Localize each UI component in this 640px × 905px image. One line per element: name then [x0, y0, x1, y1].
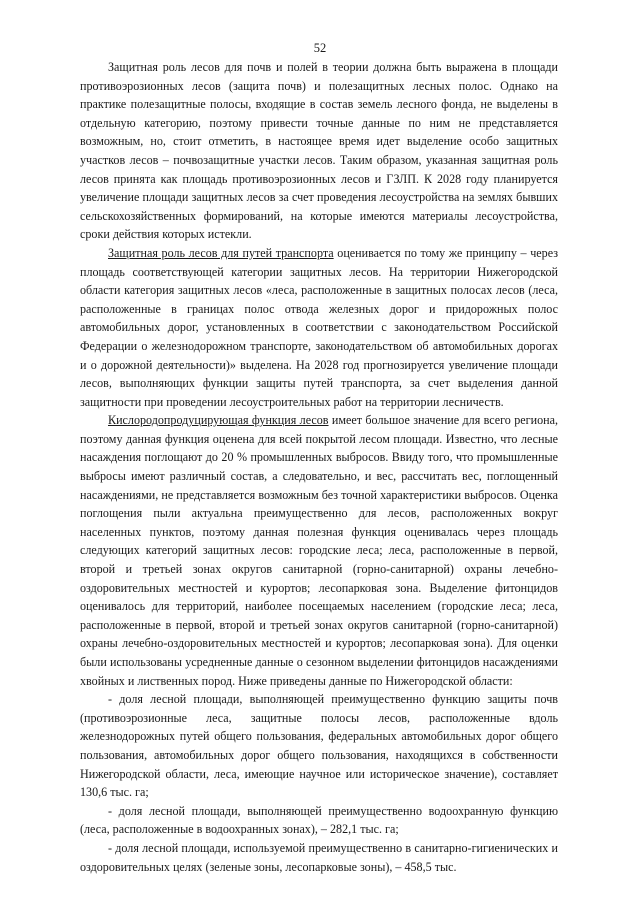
- paragraph-oxygen-function: [80, 411, 558, 690]
- list-item-text: - доля лесной площади, используемой преимущественно в санитарно-гигиенических и оздоровительных целях (зеленые зоны, лесопарковые зоны), – 458,5 тыс.: [80, 840, 558, 874]
- list-item-soil-share: [80, 690, 558, 802]
- list-item-sanitary-share: [80, 839, 558, 876]
- list-item-text: - доля лесной площади, выполняющей преимущественно функцию защиты почв (противоэрозионные леса, защитные полосы лесов, расположенные вдоль железнодорожных путей общего пользования, федеральных автомобильных дорог общего пользования, автомобильных дорог общего пользования, находящихся в собственности Нижегородской области, леса, имеющие научное или историческое значение), составляет 130,6 тыс. га;: [80, 692, 558, 800]
- list-item-text: - доля лесной площади, выполняющей преимущественно водоохранную функцию (леса, расположенные в водоохранных зонах), – 282,1 тыс. га;: [80, 803, 558, 837]
- paragraph-lead-underlined: Защитная роль лесов для путей транспорта: [108, 245, 334, 260]
- paragraph-text: имеет большое значение для всего региона, поэтому данная функция оценена для всей покрытой лесом площади. Известно, что лесные насаждения поглощают до 20 % промышленных выбросов. Ввиду того, что промышленные выбросы имеют различный состав, а следовательно, и вес, рассчитать вес, поглощенный насаждениями, не представляется возможным без точной характеристики выбросов. Оценка поглощения пыли актуальна преимущественно для лесов, расположенных вокруг населенных пунктов, поэтому данная полезная функция оценивалась через площадь следующих категорий защитных лесов: городские леса; леса, расположенные в первой, второй и третьей зонах округов санитарной (горно-санитарной) охраны лечебно-оздоровительных местностей и курортов; лесопарковая зона. Выделение фитонцидов оценивалось для территорий, наиболее посещаемых населением (городские леса; леса, расположенные в первой, второй и третьей зонах округов санитарной (горно-санитарной) охраны лечебно-оздоровительных местностей и курортов; лесопарковая зона). Для оценки были использованы усредненные данные о сезонном выделении фитонцидов насаждениями хвойных и лиственных пород. Ниже приведены данные по Нижегородской области:: [80, 413, 558, 688]
- page-number: 52: [313, 41, 327, 55]
- list-item-water-share: [80, 802, 558, 839]
- paragraph-transport-protection: [80, 244, 558, 411]
- paragraph-lead-underlined: Кислородопродуцирующая функция лесов: [108, 413, 329, 428]
- paragraph-text: оценивается по тому же принципу – через площадь соответствующей категории защитных лесов. На территории Нижегородской области категория защитных лесов «леса, расположенные в защитных полосах лесов (леса, расположенные в границах полос отвода железных дорог и придорожных полос автомобильных дорог, установленных в соответствии с законодательством Российской Федерации о железнодорожном транспорте, законодательством об автомобильных дорогах и о дорожной деятельности)» выделена. На 2028 год прогнозируется увеличение площади лесов, выполняющих функции защиты путей транспорта, за счет выделения данной защитности при проведении лесоустроительных работ на территории лесничеств.: [80, 245, 558, 409]
- paragraph-text: Защитная роль лесов для почв и полей в теории должна быть выражена в площади противоэрозионных лесов (защита почв) и полезащитных лесных полос. Однако на практике полезащитные полосы, входящие в состав земель лесного фонда, не выделены в отдельную категорию, поэтому привести точные данные по ним не представляется возможным, но, стоит отметить, в настоящее время идет выделение особо защитных участков лесов – почвозащитные участки лесов. Таким образом, указанная защитная роль лесов принята как площадь противоэрозионных лесов и ГЗЛП. К 2028 году планируется увеличение площади защитных лесов за счет проведения лесоустройства на землях бывших сельскохозяйственных формирований, на которые имеются материалы лесоустройства, сроки действия которых истекли.: [80, 60, 558, 242]
- paragraph-soil-protection: [80, 58, 558, 244]
- document-body: [80, 58, 558, 876]
